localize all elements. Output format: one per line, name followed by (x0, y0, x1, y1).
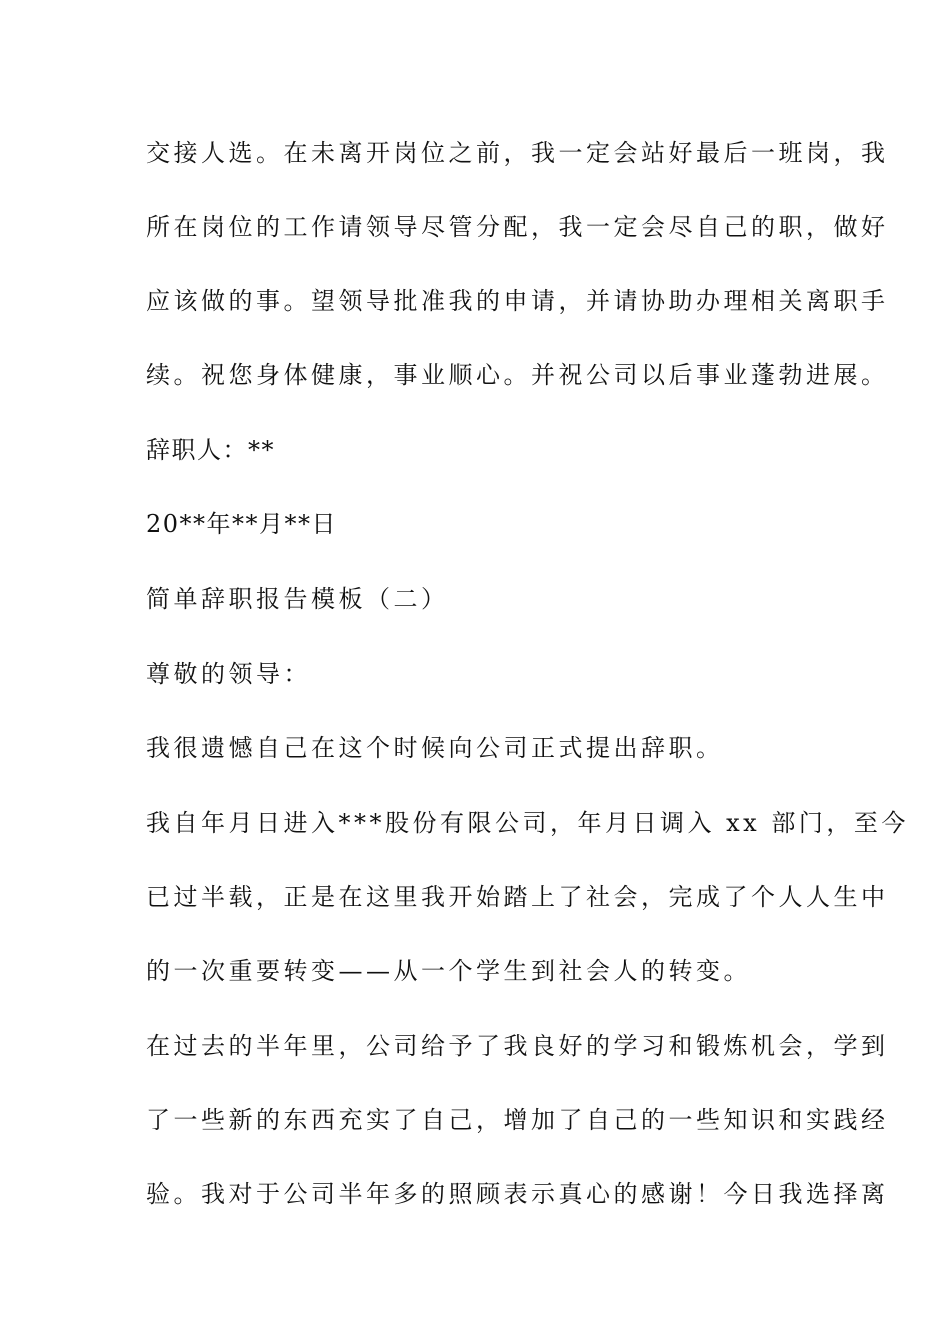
text-line-1: 交接人选。在未离开岗位之前，我一定会站好最后一班岗，我 (146, 139, 889, 167)
text-line-15: 验。我对于公司半年多的照顾表示真心的感谢！今日我选择离 (146, 1180, 889, 1208)
text-line-3: 应该做的事。望领导批准我的申请，并请协助办理相关离职手 (146, 287, 889, 315)
text-line-12: 的一次重要转变——从一个学生到社会人的转变。 (146, 957, 751, 985)
text-line-14: 了一些新的东西充实了自己，增加了自己的一些知识和实践经 (146, 1106, 889, 1134)
text-line-13: 在过去的半年里，公司给予了我良好的学习和锻炼机会，学到 (146, 1032, 889, 1060)
signer-line: 辞职人：** (146, 436, 275, 464)
text-line-10: 我自年月日进入***股份有限公司，年月日调入 xx 部门，至今 (146, 809, 909, 837)
text-line-11: 已过半载，正是在这里我开始踏上了社会，完成了个人人生中 (146, 883, 889, 911)
text-line-2: 所在岗位的工作请领导尽管分配，我一定会尽自己的职，做好 (146, 213, 889, 241)
text-line-9: 我很遗憾自己在这个时候向公司正式提出辞职。 (146, 734, 724, 762)
section-title: 简单辞职报告模板（二） (146, 585, 449, 613)
date-line: 20**年**月**日 (146, 510, 338, 538)
text-line-4: 续。祝您身体健康，事业顺心。并祝公司以后事业蓬勃进展。 (146, 361, 889, 389)
salutation: 尊敬的领导： (146, 660, 311, 688)
